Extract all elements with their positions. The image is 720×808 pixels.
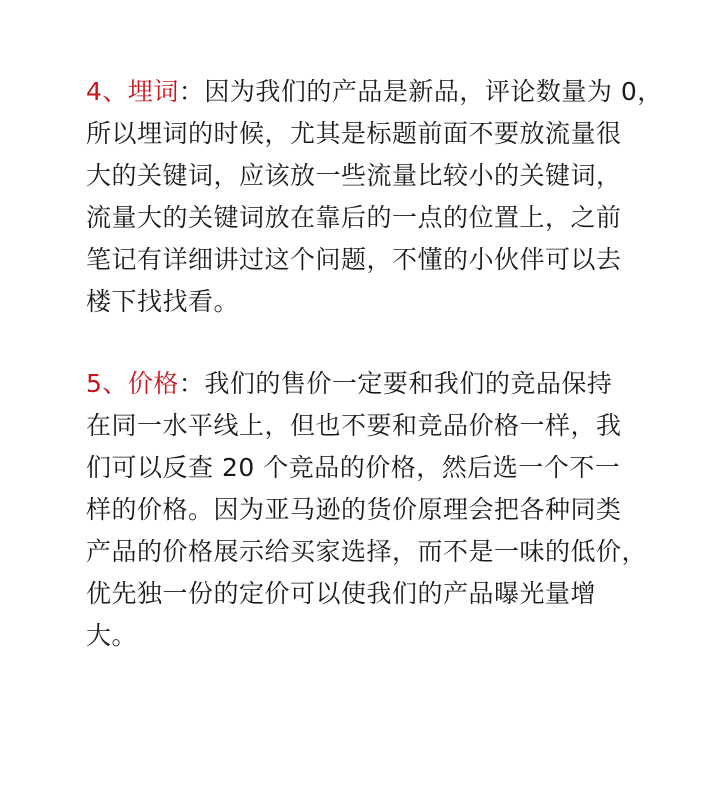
- paragraph-line: 笔记有详细讲过这个问题，不懂的小伙伴可以去: [86, 245, 622, 274]
- paragraph-line: 大的关键词，应该放一些流量比较小的关键词，: [86, 161, 622, 190]
- section-heading: 5、价格: [86, 369, 179, 398]
- section-pricing: [86, 363, 656, 657]
- paragraph-line: [86, 363, 656, 405]
- paragraph-text: ：我们的售价一定要和我们的竞品保持: [178, 369, 613, 398]
- section-heading: 4、埋词: [86, 77, 179, 106]
- paragraph-line: 在同一水平线上，但也不要和竞品价格一样，我: [86, 411, 622, 440]
- paragraph-line: 楼下找找看。: [86, 287, 240, 316]
- paragraph-line: 大。: [86, 621, 138, 650]
- paragraph-line: 样的价格。因为亚马逊的货价原理会把各种同类: [86, 495, 622, 524]
- paragraph-text: ：因为我们的产品是新品，评论数量为 0，: [178, 77, 663, 106]
- paragraph-line: [86, 71, 663, 113]
- paragraph-line: 们可以反查 20 个竞品的价格，然后选一个不一: [86, 453, 621, 482]
- paragraph-line: 优先独一份的定价可以使我们的产品曝光量增: [86, 579, 597, 608]
- paragraph-line: 产品的价格展示给买家选择，而不是一味的低价，: [86, 537, 648, 566]
- paragraph-line: 流量大的关键词放在靠后的一点的位置上，之前: [86, 203, 622, 232]
- paragraph-line: 所以埋词的时候，尤其是标题前面不要放流量很: [86, 119, 622, 148]
- section-keyword-embedding: [86, 71, 663, 323]
